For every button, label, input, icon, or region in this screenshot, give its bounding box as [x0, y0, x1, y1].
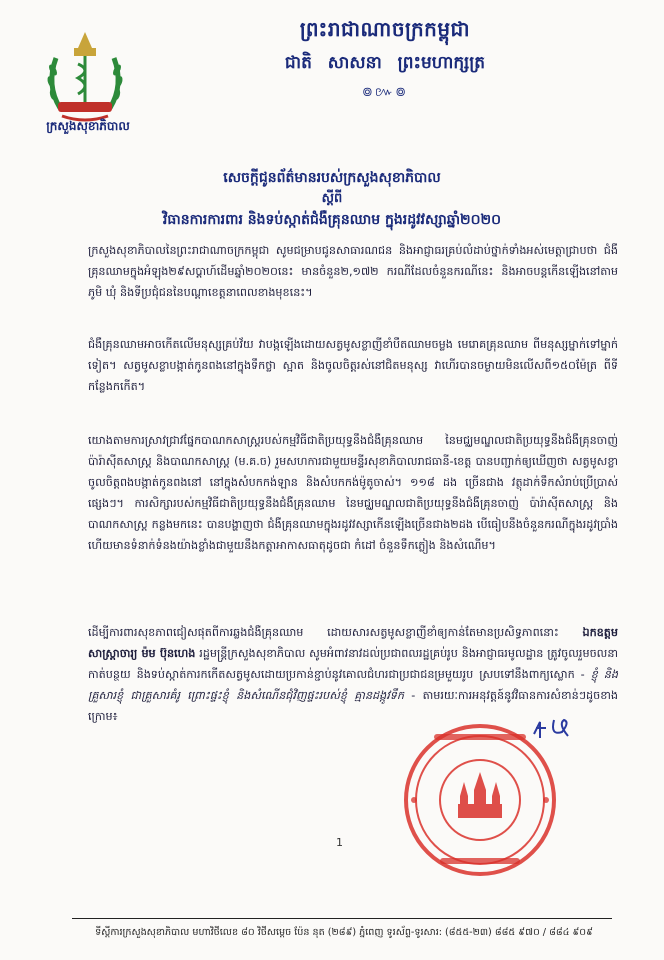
document-subject: វិធានការការពារ និងទប់ស្កាត់ជំងឺគ្រុនឈាម ក្នុងរដូវវស្សាឆ្នាំ២០២០	[162, 212, 502, 228]
page-number: 1	[336, 836, 343, 849]
paragraph-4-end: - តាមរយៈការអនុវត្តន៍នូវវិធានការសំខាន់ៗដូចខាងក្រោម៖	[88, 689, 619, 723]
ministry-logo-icon	[40, 30, 130, 130]
slogan-quote: ខ្ញុំ និងគ្រួសារខ្ញុំ ជាគ្រួសារគំរូ ព្រោះផ្ទះខ្ញុំ និងសំណើនជុំវិញផ្ទះរបស់ខ្ញុំ គ្មានដង្កូវទឹក	[88, 668, 618, 702]
official-stamp-icon	[400, 720, 560, 880]
document-subject-label: ស្តីពី	[321, 191, 343, 206]
minister-name: ឯកឧត្តមសាស្ត្រាចារ្យ ម៉ម ប៊ុនហេង	[88, 626, 618, 660]
document-title: សេចក្តីជូនព័ត៌មានរបស់ក្រសួងសុខាភិបាល	[223, 170, 441, 186]
ornament-divider: ៙៚៙	[362, 85, 408, 100]
paragraph-1: ក្រសួងសុខាភិបាលនៃព្រះរាជាណាចក្រកម្ពុជា សូមជម្រាបជូនសាធារណជន និងអាជ្ញាធរគ្រប់លំដាប់ថ្នាក់ទាំងអស់មេត្តាជ្រាបថា ជំងឺគ្រុនឈាមក្នុងអំឡុង២៩សប្តាហ៍ដើមឆ្នាំ២០២០នេះ មានចំនួន២,១៧២ ករណីដែលចំនួនករណីនេះ និងអាចបន្តកើនឡើងនៅតាម ភូមិ ឃុំ និងទីប្រជុំជននៃបណ្តាខេត្តនាពេលខាងមុខនេះ។	[88, 244, 618, 299]
footer-address: ទីស្តីការក្រសួងសុខាភិបាល មហាវិថីលេខ ៨០ វិថីសម្តេច ប៉ែន នុត (២៨៩) ភ្នំពេញ ទូរស័ព្ទ-ទូរសារ: (៨៥៥-២៣) ៨៨៥ ៩៧០ / ៨៨៤ ៩០៩	[95, 927, 593, 938]
ministry-name: ក្រសួងសុខាភិបាល	[46, 119, 130, 133]
paragraph-4-middle: រដ្ឋមន្ត្រីក្រសួងសុខាភិបាល សូមអំពាវនាវដល់ប្រជាពលរដ្ឋគ្រប់រូប និងអាជ្ញាធរមូលដ្ឋាន ត្រូវចូលរួមចលនាកាត់បន្ថយ និងទប់ស្កាត់ការកកើតសត្វមូសដោយប្រកាន់ខ្ជាប់នូវគោលជំហរជាប្រជាជនម្រមួយរូប ស្របទៅនឹងពាក្យស្លោក -	[88, 647, 618, 681]
paragraph-3: យោងតាមការស្រាវជ្រាវផ្នែកបាណកសាស្ត្ររបស់កម្មវិធីជាតិប្រយុទ្ធនឹងជំងឺគ្រុនឈាម នៃមជ្ឈមណ្ឌលជាតិប្រយុទ្ធនឹងជំងឺគ្រុនចាញ់ ប៉ារ៉ាស៊ីតសាស្ត្រ និងបាណកសាស្ត្រ (ម.គ.ច) រួមសហការជាមួយមន្ទីរសុខាភិបាលរាជធានី-ខេត្ត បានបញ្ជាក់ឲ្យឃើញថា សត្វមូសខ្លាចូលចិត្តពងបង្កាត់កូនពងនៅ នៅក្នុងសំបកកង់ឡាន និងសំបកកង់ម៉ូតូចាស់។ ១១៨ ដង ច្រើនជាង វត្ថុដាក់ទឹកសំរាប់ប្រើប្រាស់ផ្សេងៗ។ ការសិក្សារបស់កម្មវិធីជាតិប្រយុទ្ធនឹងជំងឺគ្រុនឈាម នៃមជ្ឈមណ្ឌលជាតិប្រយុទ្ធនឹងជំងឺគ្រុនចាញ់ ប៉ារ៉ាស៊ីតសាស្ត្រ និងបាណកសាស្ត្រ កន្លងមកនេះ បានបង្ហាញថា ជំងឺគ្រុនឈាមក្នុងរដូវវស្សាកើនឡើងច្រើនជាង២ដង បើធៀបនឹងចំនួនករណីក្នុងរដូវប្រាំង ហើយមានទំនាក់ទំនងយ៉ាងខ្លាំងជាមួយនឹងកត្តាអាកាសធាតុដូចជា កំដៅ ចំនួនទឹកភ្លៀង និងសំណើម។	[88, 434, 618, 552]
signature-icon	[528, 714, 598, 744]
paragraph-4-intro: ដើម្បីការពារសុខភាពជៀសផុតពីការឆ្លងជំងឺគ្រុនឈាម ដោយសារសត្វមូសខ្លាញីខាំឲ្យកាន់តែមានប្រសិទ្ធភាពនោះ	[88, 626, 583, 639]
paragraph-4	[88, 622, 618, 727]
footer-divider	[72, 918, 612, 919]
kingdom-title: ព្រះរាជាណាចក្រកម្ពុជា	[299, 17, 471, 41]
paragraph-2: ជំងឺគ្រុនឈាមអាចកើតលើមនុស្សគ្រប់វ័យ វាបង្កឡើងដោយសត្វមូសខ្លាញីខាំបឺតឈាមចម្លង មេរោគគ្រុនឈាម ពីមនុស្សម្នាក់ទៅម្នាក់ទៀត។ សត្វមូសខ្លាបង្កាត់កូនពងនៅក្នុងទឹកថ្លា ស្អាត និងចូលចិត្តរស់នៅជិតមនុស្ស វាហើរបានចម្ងាយមិនលើសពី១៥០ម៉ែត្រ ពីទីកន្លែងកកើត។	[88, 338, 618, 393]
national-motto: ជាតិ សាសនា ព្រះមហាក្សត្រ	[284, 53, 486, 73]
